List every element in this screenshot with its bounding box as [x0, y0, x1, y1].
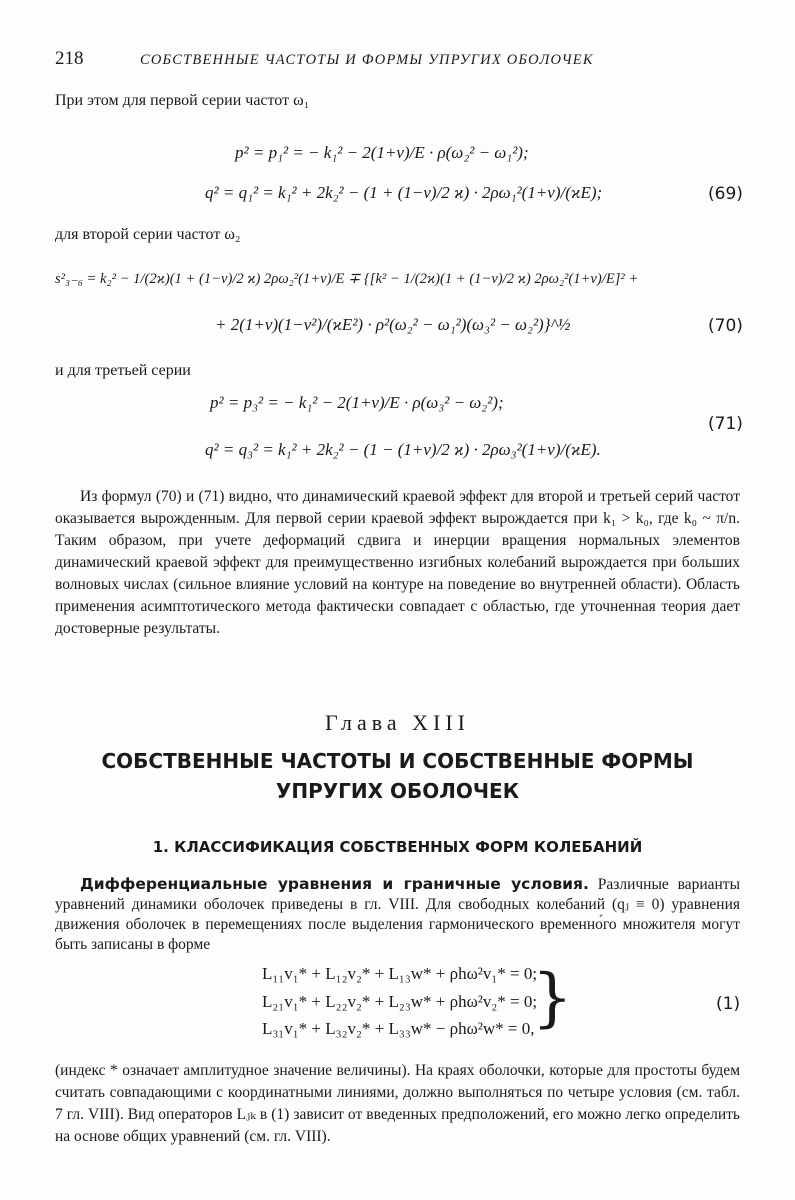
- chapter-title: [0, 746, 795, 806]
- eq71-number: (71): [708, 414, 743, 434]
- paragraph-dynamic-edge-effect: [55, 486, 740, 640]
- eq71-line2: q² = q₃² = k₁² + 2k₂² − (1 − (1+ν)/2 ϰ) · 2ρω₃²(1+ν)/(ϰE).: [205, 440, 601, 459]
- paragraph-text: Из формул (70) и (71) видно, что динамический краевой эффект для второй и третьей серий частот оказывается вырожденным. Для первой серии краевой эффект вырождается при k₁ > k₀, где k₀ ~ π/n. Таким образом, при учете деформаций сдвига и инерции вращения нормальных элементов динамический краевой эффект для преимущественно изгибных колебаний вырождается при больших волновых числах (сильное влияние условий на контуре на поведение во внутренней области). Область применения асимптотического метода фактически совпадает с областью, где уточненная теория дает достоверные результаты.: [55, 488, 740, 637]
- paragraph-text: Различные варианты уравнений динамики оболочек приведены в гл. VIII. Для свободных колебаний (qⱼ ≡ 0) уравнения движения оболочек в перемещениях после выделения гармонического временно́го множителя могут быть записаны в форме: [55, 876, 740, 953]
- paragraph-boundary-conditions: [55, 1060, 740, 1148]
- page-number: 218: [55, 48, 84, 69]
- intro-line: При этом для первой серии частот ω₁: [55, 92, 310, 109]
- eq69-number: (69): [708, 184, 743, 204]
- paragraph-text: (индекс * означает амплитудное значение величины). На краях оболочки, которые для простоты будем считать совпадающими с координатными линиями, должно выполняться по четыре условия (см. табл. 7 гл. VIII). Вид операторов Lⱼₖ в (1) зависит от введенных предположений, его можно легко определить на основе общих уравнений (см. гл. VIII).: [55, 1062, 740, 1145]
- chapter-title-line1: СОБСТВЕННЫЕ ЧАСТОТЫ И СОБСТВЕННЫЕ ФОРМЫ: [101, 749, 694, 773]
- eq70-number: (70): [708, 316, 743, 336]
- chapter-title-line2: УПРУГИХ ОБОЛОЧЕК: [275, 779, 520, 803]
- third-series-line: и для третьей серии: [55, 362, 191, 379]
- second-series-line: для второй серии частот ω₂: [55, 226, 241, 243]
- run-in-heading: Дифференциальные уравнения и граничные условия.: [80, 875, 589, 893]
- eq70-line1: s²₃₋₆ = k₂² − 1/(2ϰ)(1 + (1−ν)/2 ϰ) 2ρω₂²(1+ν)/E ∓ {[k² − 1/(2ϰ)(1 + (1−ν)/2 ϰ) 2ρω₂²(1+ν)/E]² +: [55, 271, 639, 287]
- eq1-line2: L₂₁v₁* + L₂₂v₂* + L₂₃w* + ρhω²v₂* = 0;: [262, 992, 538, 1011]
- eq1-line3: L₃₁v₁* + L₃₂v₂* + L₃₃w* − ρhω²w* = 0,: [262, 1019, 535, 1038]
- eq69-line2: q² = q₁² = k₁² + 2k₂² − (1 + (1−ν)/2 ϰ) · 2ρω₁²(1+ν)/(ϰE);: [205, 183, 603, 202]
- paragraph-equations-intro: [55, 874, 740, 955]
- section-heading: 1. КЛАССИФИКАЦИЯ СОБСТВЕННЫХ ФОРМ КОЛЕБАНИЙ: [152, 838, 643, 856]
- eq1-line1: L₁₁v₁* + L₁₂v₂* + L₁₃w* + ρhω²v₁* = 0;: [262, 964, 538, 983]
- eq69-line1: p² = p₁² = − k₁² − 2(1+ν)/E · ρ(ω₂² − ω₁²);: [235, 143, 529, 162]
- running-head: СОБСТВЕННЫЕ ЧАСТОТЫ И ФОРМЫ УПРУГИХ ОБОЛОЧЕК: [140, 52, 594, 68]
- right-brace-icon: }: [532, 961, 573, 1035]
- chapter-label: Глава XIII: [324, 710, 471, 735]
- eq71-line1: p² = p₃² = − k₁² − 2(1+ν)/E · ρ(ω₃² − ω₂²);: [210, 393, 504, 412]
- eq70-line2: + 2(1+ν)(1−ν²)/(ϰE²) · ρ²(ω₂² − ω₁²)(ω₃² − ω₂²)}^½: [215, 315, 571, 334]
- eq1-number: (1): [716, 994, 741, 1014]
